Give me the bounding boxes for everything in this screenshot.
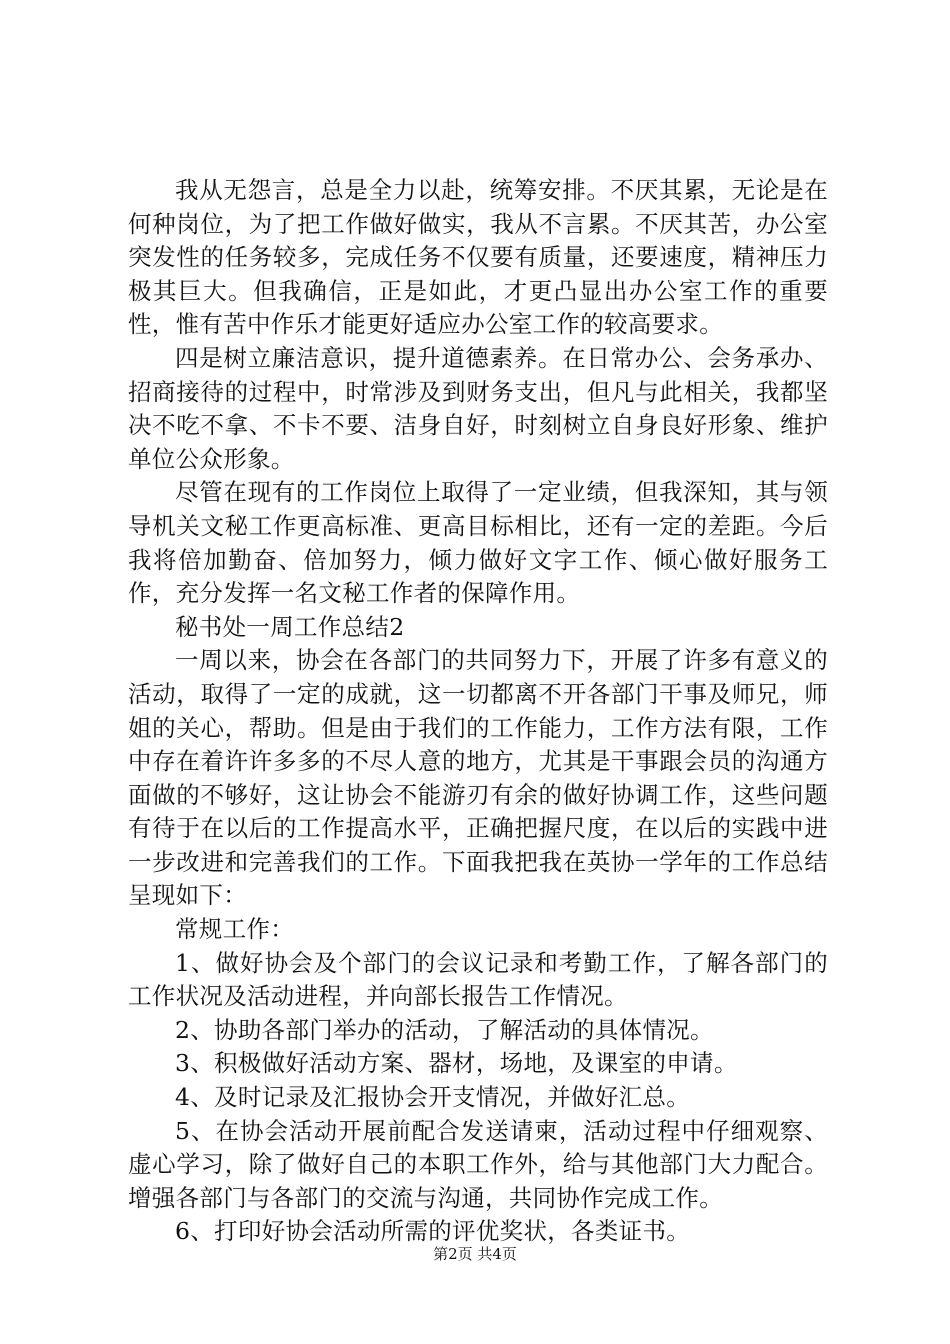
paragraph-conclusion: 尽管在现有的工作岗位上取得了一定业绩，但我深知，其与领导机关文秘工作更高标准、更高目标相比，还有一定的差距。今后我将倍加勤奋、倍加努力，倾力做好文字工作、倾心做好服务工作，充分发挥一名文秘工作者的保障作用。: [128, 478, 828, 608]
list-item-4: 4、及时记录及汇报协会开支情况，并做好汇总。: [175, 1083, 691, 1112]
list-item-1: 1、做好协会及个部门的会议记录和考勤工作，了解各部门的工作状况及活动进程，并向部长报告工作情况。: [128, 948, 828, 1011]
paragraph-integrity: 四是树立廉洁意识，提升道德素养。在日常办公、会务承办、招商接待的过程中，时常涉及到财务支出，但凡与此相关，我都坚决不吃不拿、不卡不要、洁身自好，时刻树立自身良好形象、维护单位公众形象。: [128, 343, 828, 473]
document-body: [128, 174, 828, 1249]
list-item-6: 6、打印好协会活动所需的评优奖状，各类证书。: [175, 1217, 691, 1246]
list-item-2: 2、协助各部门举办的活动，了解活动的具体情况。: [175, 1015, 714, 1044]
list-item-3: 3、积极做好活动方案、器材，场地，及课室的申请。: [175, 1049, 738, 1078]
paragraph-tireless-work: 我从无怨言，总是全力以赴，统筹安排。不厌其累，无论是在何种岗位，为了把工作做好做实，我从不言累。不厌其苦，办公室突发性的任务较多，完成任务不仅要有质量，还要速度，精神压力极其巨大。但我确信，正是如此，才更凸显出办公室工作的重要性，惟有苦中作乐才能更好适应办公室工作的较高要求。: [128, 176, 828, 339]
page-number-footer: 第2页 共4页: [433, 1245, 517, 1263]
list-item-5: 5、在协会活动开展前配合发送请柬，活动过程中仔细观察、虚心学习，除了做好自己的本职工作外，给与其他部门大力配合。增强各部门与各部门的交流与沟通，共同协作完成工作。: [128, 1116, 828, 1212]
paragraph-weekly-summary: 一周以来，协会在各部门的共同努力下，开展了许多有意义的活动，取得了一定的成就，这一切都离不开各部门干事及师兄，师姐的关心，帮助。但是由于我们的工作能力，工作方法有限，工作中存在着许许多多的不尽人意的地方，尤其是干事跟会员的沟通方面做的不够好，这让协会不能游刃有余的做好协调工作，这些问题有待于在以后的工作提高水平，正确把握尺度，在以后的实践中进一步改进和完善我们的工作。下面我把我在英协一学年的工作总结呈现如下：: [128, 646, 828, 910]
routine-work-heading: 常规工作：: [175, 915, 294, 944]
section-heading: 秘书处一周工作总结2: [175, 612, 405, 641]
